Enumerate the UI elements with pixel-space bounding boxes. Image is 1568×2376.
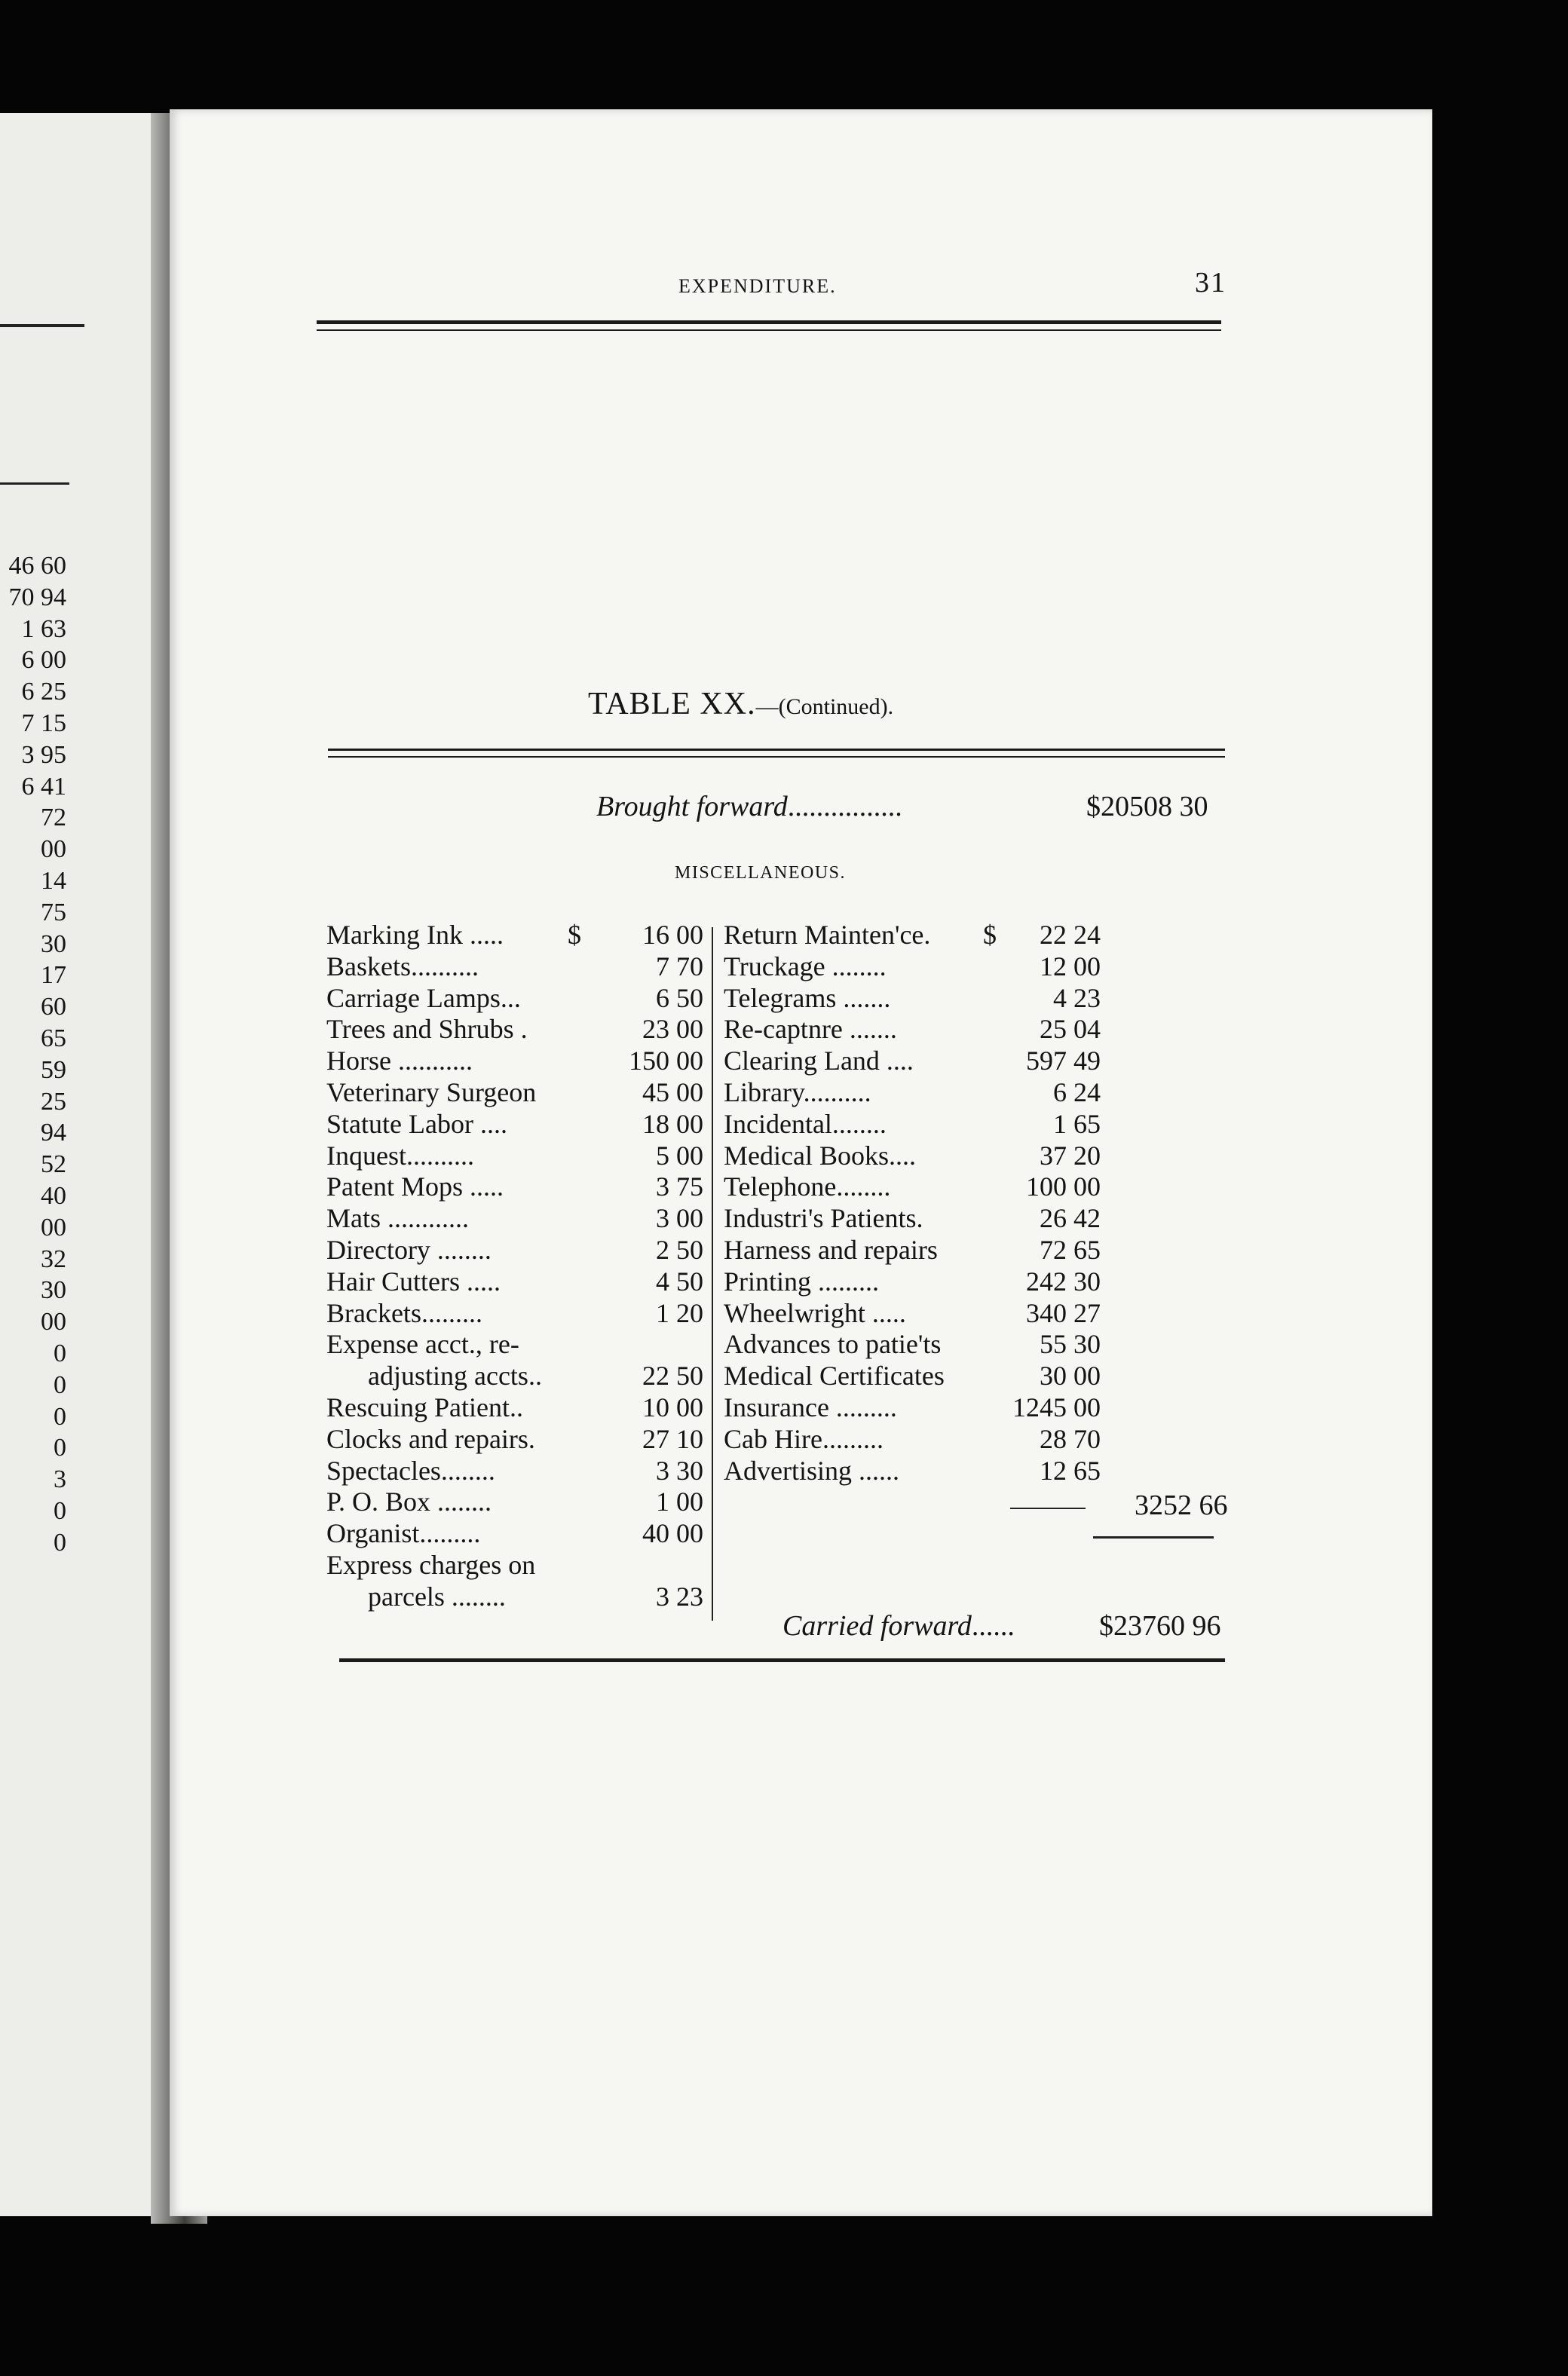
ledger-amount: 100 00 xyxy=(1026,1171,1101,1202)
ledger-label: Statute Labor .... xyxy=(326,1108,507,1139)
ledger-row xyxy=(326,1235,703,1266)
ledger-label: Mats ............ xyxy=(326,1203,469,1234)
ledger-label: Directory ........ xyxy=(326,1234,492,1265)
left-page-number: 30 xyxy=(41,929,66,958)
left-page-number: 30 xyxy=(41,1276,66,1305)
ledger-amount: 3 75 xyxy=(656,1171,703,1202)
ledger-amount: 45 00 xyxy=(642,1076,703,1107)
ledger-amount: 30 00 xyxy=(1040,1361,1101,1392)
brought-forward-leader: ................ xyxy=(787,791,902,822)
ledger-label: Industri's Patients. xyxy=(724,1203,923,1234)
ledger-row xyxy=(326,1298,703,1330)
page-number: 31 xyxy=(1195,267,1227,299)
ledger-amount: 12 00 xyxy=(1040,951,1101,981)
left-page-number: 0 xyxy=(54,1496,66,1525)
ledger-amount: 1 20 xyxy=(656,1297,703,1328)
ledger-row xyxy=(326,1581,703,1613)
brought-forward-line xyxy=(596,790,1208,823)
ledger-label: P. O. Box ........ xyxy=(326,1487,492,1517)
carried-forward-leader: ...... xyxy=(971,1610,1015,1642)
ledger-amount: 597 49 xyxy=(1026,1046,1101,1076)
ledger-amount: 3 30 xyxy=(656,1455,703,1486)
left-page-rule xyxy=(0,324,84,327)
ledger-row xyxy=(724,1392,1101,1424)
ledger-row xyxy=(326,1077,703,1109)
ledger-label: Return Mainten'ce. xyxy=(724,920,931,950)
ledger-label: Marking Ink ..... xyxy=(326,920,504,950)
left-page-number: 6 00 xyxy=(21,646,66,675)
ledger-amount: 4 23 xyxy=(1053,982,1101,1013)
ledger-label: Brackets......... xyxy=(326,1297,482,1328)
left-page-number: 65 xyxy=(41,1024,66,1052)
left-page-number: 3 xyxy=(54,1465,66,1494)
ledger-amount: 55 30 xyxy=(1040,1329,1101,1360)
left-page-number: 70 94 xyxy=(8,583,66,611)
ledger-row xyxy=(724,1046,1101,1077)
ledger-amount: 25 04 xyxy=(1040,1014,1101,1045)
book-page xyxy=(170,109,1432,2216)
left-page-number: 14 xyxy=(41,866,66,895)
ledger-amount: 5 00 xyxy=(656,1140,703,1171)
ledger-row xyxy=(326,951,703,983)
ledger-row xyxy=(724,1203,1101,1235)
ledger-row xyxy=(724,1235,1101,1266)
ledger-label: Express charges on xyxy=(326,1549,536,1580)
ledger-label: Clearing Land .... xyxy=(724,1046,914,1076)
ledger-label: Re-captnre ....... xyxy=(724,1014,897,1045)
total-rule xyxy=(1093,1536,1214,1539)
left-page-numbers xyxy=(0,550,66,1559)
ledger-row xyxy=(326,1046,703,1077)
ledger-amount: 12 65 xyxy=(1040,1455,1101,1486)
ledger-label: Veterinary Surgeon xyxy=(326,1076,537,1107)
carried-forward-line xyxy=(782,1609,1221,1643)
table-title xyxy=(588,686,893,722)
ledger-label: Patent Mops ..... xyxy=(326,1171,504,1202)
ledger-amount: 28 70 xyxy=(1040,1423,1101,1454)
left-page-number: 00 xyxy=(41,835,66,864)
ledger-label: Printing ......... xyxy=(724,1266,880,1297)
ledger-amount: 1245 00 xyxy=(1012,1392,1101,1422)
table-rule-thin xyxy=(328,756,1225,758)
ledger-label: Medical Certificates xyxy=(724,1361,945,1392)
ledger-label: Rescuing Patient.. xyxy=(326,1392,523,1422)
ledger-label: adjusting accts.. xyxy=(368,1361,542,1392)
ledger-amount: 3 00 xyxy=(656,1203,703,1234)
left-page-number: 0 xyxy=(54,1528,66,1557)
ledger-label: Wheelwright ..... xyxy=(724,1297,906,1328)
ledger-label: Medical Books.... xyxy=(724,1140,916,1171)
ledger-row xyxy=(724,1171,1101,1203)
header-rule xyxy=(317,320,1221,324)
header-title: EXPENDITURE. xyxy=(678,275,837,297)
left-page-number: 75 xyxy=(41,898,66,926)
ledger-row xyxy=(326,1424,703,1456)
ledger-row xyxy=(326,1329,703,1361)
ledger-amount: 23 00 xyxy=(642,1014,703,1045)
ledger-label: parcels ........ xyxy=(368,1581,506,1612)
ledger-amount: 242 30 xyxy=(1026,1266,1101,1297)
carried-forward-amount: $23760 96 xyxy=(1099,1610,1221,1642)
left-page-number: 0 xyxy=(54,1434,66,1462)
ledger-label: Organist......... xyxy=(326,1518,481,1549)
ledger-label: Library.......... xyxy=(724,1076,871,1107)
footer-rule xyxy=(339,1658,1225,1662)
ledger-amount: 27 10 xyxy=(642,1423,703,1454)
ledger-amount: 18 00 xyxy=(642,1108,703,1139)
left-page-number: 00 xyxy=(41,1308,66,1336)
left-ledger-column xyxy=(326,920,703,1613)
left-page-number: 0 xyxy=(54,1339,66,1367)
ledger-row xyxy=(724,1329,1101,1361)
ledger-row xyxy=(326,983,703,1015)
subtotal-rule xyxy=(1010,1508,1086,1509)
ledger-row xyxy=(326,1014,703,1046)
ledger-label: Harness and repairs xyxy=(724,1234,938,1265)
brought-forward-amount: $20508 30 xyxy=(1086,791,1208,822)
ledger-amount: 72 65 xyxy=(1040,1234,1101,1265)
left-page-number: 25 xyxy=(41,1087,66,1116)
ledger-row xyxy=(724,1014,1101,1046)
ledger-label: Telegrams ....... xyxy=(724,982,891,1013)
table-title-sub: —(Continued). xyxy=(755,694,894,719)
ledger-row xyxy=(326,1456,703,1487)
ledger-row xyxy=(326,1141,703,1172)
ledger-label: Baskets.......... xyxy=(326,951,479,981)
ledger-row xyxy=(724,920,1101,951)
left-page-number: 6 25 xyxy=(21,678,66,706)
ledger-amount: 40 00 xyxy=(642,1518,703,1549)
ledger-amount: 10 00 xyxy=(642,1392,703,1422)
left-page-number: 0 xyxy=(54,1402,66,1431)
ledger-row xyxy=(724,1109,1101,1141)
left-page-number: 60 xyxy=(41,993,66,1021)
dollar-sign: $ xyxy=(983,920,997,950)
ledger-row xyxy=(326,1487,703,1518)
misc-total: 3252 66 xyxy=(1135,1490,1228,1521)
left-page-number: 94 xyxy=(41,1119,66,1147)
ledger-label: Advances to patie'ts xyxy=(724,1329,942,1360)
ledger-amount: 16 00 xyxy=(642,920,703,950)
ledger-label: Expense acct., re- xyxy=(326,1329,519,1360)
left-page-number: 40 xyxy=(41,1181,66,1210)
ledger-label: Clocks and repairs. xyxy=(326,1423,535,1454)
ledger-label: Advertising ...... xyxy=(724,1455,899,1486)
ledger-label: Inquest.......... xyxy=(326,1140,474,1171)
ledger-amount: 4 50 xyxy=(656,1266,703,1297)
ledger-row xyxy=(326,1203,703,1235)
left-page-rule xyxy=(0,482,69,485)
left-page-number: 59 xyxy=(41,1055,66,1084)
ledger-label: Telephone........ xyxy=(724,1171,891,1202)
ledger-amount: 3 23 xyxy=(656,1581,703,1612)
ledger-row xyxy=(326,1361,703,1392)
left-page-number: 7 15 xyxy=(21,709,66,737)
ledger-row xyxy=(326,1392,703,1424)
ledger-label: Cab Hire......... xyxy=(724,1423,884,1454)
ledger-amount: 1 00 xyxy=(656,1487,703,1517)
ledger-amount: 6 50 xyxy=(656,982,703,1013)
carried-forward-label: Carried forward xyxy=(782,1610,972,1642)
ledger-label: Horse ........... xyxy=(326,1046,473,1076)
ledger-row xyxy=(724,983,1101,1015)
ledger-row xyxy=(724,1141,1101,1172)
ledger-amount: 2 50 xyxy=(656,1234,703,1265)
left-page-number: 00 xyxy=(41,1213,66,1242)
ledger-row xyxy=(724,1424,1101,1456)
ledger-row xyxy=(326,920,703,951)
ledger-row xyxy=(724,1456,1101,1487)
ledger-amount: 7 70 xyxy=(656,951,703,981)
ledger-label: Spectacles........ xyxy=(326,1455,495,1486)
table-title-main: TABLE XX. xyxy=(588,687,756,721)
ledger-label: Carriage Lamps... xyxy=(326,982,521,1013)
ledger-label: Trees and Shrubs . xyxy=(326,1014,528,1045)
table-rule xyxy=(328,749,1225,751)
ledger-row xyxy=(724,1361,1101,1392)
ledger-amount: 1 65 xyxy=(1053,1108,1101,1139)
ledger-row xyxy=(326,1109,703,1141)
ledger-row xyxy=(724,1266,1101,1298)
right-ledger-column xyxy=(724,920,1101,1487)
column-divider xyxy=(712,927,713,1621)
ledger-amount: 6 24 xyxy=(1053,1076,1101,1107)
ledger-amount: 22 50 xyxy=(642,1361,703,1392)
section-heading: MISCELLANEOUS. xyxy=(675,863,847,883)
header-rule-thin xyxy=(317,329,1221,331)
ledger-label: Truckage ........ xyxy=(724,951,887,981)
left-page-number: 52 xyxy=(41,1150,66,1179)
left-page-number: 3 95 xyxy=(21,740,66,769)
ledger-label: Incidental........ xyxy=(724,1108,887,1139)
left-page-number: 1 63 xyxy=(21,614,66,643)
ledger-row xyxy=(326,1266,703,1298)
left-page-number: 46 60 xyxy=(8,552,66,580)
left-page-number: 0 xyxy=(54,1370,66,1399)
ledger-row xyxy=(326,1518,703,1550)
ledger-row xyxy=(326,1550,703,1581)
ledger-row xyxy=(724,951,1101,983)
ledger-row xyxy=(326,1171,703,1203)
dollar-sign: $ xyxy=(568,920,581,950)
ledger-amount: 37 20 xyxy=(1040,1140,1101,1171)
ledger-label: Insurance ......... xyxy=(724,1392,897,1422)
brought-forward-label: Brought forward xyxy=(596,791,788,822)
left-page-number: 6 41 xyxy=(21,772,66,801)
left-page-number: 72 xyxy=(41,804,66,832)
ledger-amount: 22 24 xyxy=(1040,920,1101,950)
left-page-number: 17 xyxy=(41,961,66,990)
ledger-amount: 340 27 xyxy=(1026,1297,1101,1328)
ledger-amount: 150 00 xyxy=(629,1046,703,1076)
left-page-number: 32 xyxy=(41,1245,66,1273)
ledger-row xyxy=(724,1298,1101,1330)
ledger-label: Hair Cutters ..... xyxy=(326,1266,501,1297)
ledger-amount: 26 42 xyxy=(1040,1203,1101,1234)
ledger-row xyxy=(724,1077,1101,1109)
